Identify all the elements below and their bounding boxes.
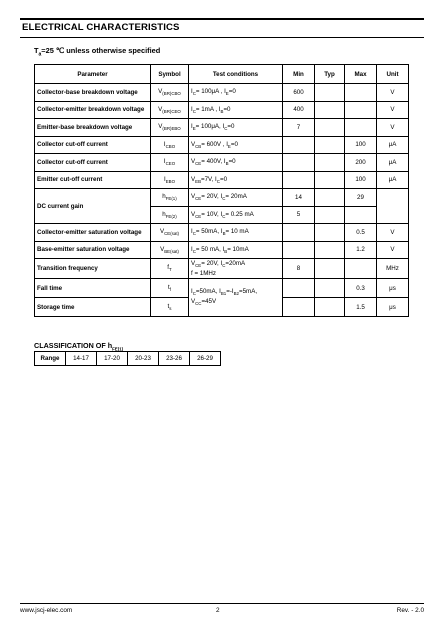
test-condition-cell	[189, 171, 283, 189]
test-condition-subscript: E	[227, 143, 231, 149]
test-condition-subscript: CC	[195, 300, 202, 306]
test-condition-cell	[189, 259, 283, 279]
min-cell	[283, 171, 315, 189]
symbol-letter: V	[158, 123, 163, 131]
range-cell: 20-23	[128, 352, 159, 366]
symbol-subscript: (BR)EBO	[162, 126, 181, 132]
test-condition-text: I	[191, 228, 193, 236]
test-condition-text: = 600V , I	[201, 140, 228, 148]
min-cell	[283, 298, 315, 317]
test-condition-text: V	[191, 175, 196, 183]
test-condition-text: V	[191, 260, 196, 268]
typ-cell	[315, 136, 345, 154]
classification-table	[34, 351, 221, 366]
max-cell	[345, 206, 377, 224]
parameter-cell: Emitter-base breakdown voltage	[35, 119, 151, 137]
range-cell: 17-20	[97, 352, 128, 366]
max-cell: 1.5	[345, 298, 377, 317]
symbol-letter: t	[167, 302, 170, 310]
max-cell: 29	[345, 189, 377, 207]
test-condition-cell	[189, 136, 283, 154]
test-condition-text: =50mA, I	[195, 288, 221, 296]
test-condition-text: V	[191, 158, 196, 166]
symbol-letter: f	[167, 264, 170, 272]
typ-cell	[315, 224, 345, 242]
min-cell: 600	[283, 84, 315, 102]
test-condition-cell	[189, 189, 283, 207]
min-cell	[283, 224, 315, 242]
parameter-cell: Fall time	[35, 279, 151, 298]
table-row	[35, 259, 409, 279]
max-cell	[345, 119, 377, 137]
test-condition-subscript: B1	[220, 291, 227, 297]
test-condition-text: = 1mA , I	[195, 105, 221, 113]
unit-cell: μs	[377, 298, 409, 317]
header-test-conditions: Test conditions	[189, 65, 283, 84]
typ-cell	[315, 84, 345, 102]
test-condition-text: = 20mA	[225, 193, 247, 201]
test-condition-text: =0	[228, 158, 236, 166]
range-label: Range	[35, 352, 66, 366]
test-condition-text: I	[191, 88, 193, 96]
test-condition-subscript: C	[192, 91, 196, 97]
test-condition-text: V	[191, 140, 196, 148]
test-condition-subscript: C	[192, 248, 196, 254]
test-condition-text: =-I	[226, 288, 234, 296]
test-condition-cell	[189, 206, 283, 224]
test-condition-text: V	[191, 193, 196, 201]
unit-cell: μA	[377, 136, 409, 154]
symbol-cell	[151, 241, 189, 259]
footer-rule	[20, 603, 424, 604]
symbol-subscript: CE(sat)	[164, 231, 180, 237]
test-condition-subscript: C	[222, 196, 226, 202]
classification-row	[35, 352, 221, 366]
table-row	[35, 241, 409, 259]
test-condition-text: = 100μA, I	[195, 123, 225, 131]
max-cell: 200	[345, 154, 377, 172]
symbol-letter: h	[162, 193, 166, 201]
parameter-cell: Collector-base breakdown voltage	[35, 84, 151, 102]
test-condition-subscript: B	[222, 231, 226, 237]
test-condition-text: =45V	[201, 297, 217, 305]
header-min: Min	[283, 65, 315, 84]
table-row	[35, 84, 409, 102]
symbol-letter: V	[158, 105, 163, 113]
test-condition-subscript: C	[216, 178, 220, 184]
test-condition-subscript: CE	[195, 161, 202, 167]
footer-page-number: 2	[216, 607, 220, 614]
test-condition-subscript: B	[220, 108, 224, 114]
symbol-cell	[151, 298, 189, 317]
parameter-cell: DC current gain	[35, 189, 151, 224]
symbol-subscript: f	[169, 287, 171, 293]
max-cell: 0.5	[345, 224, 377, 242]
test-condition-text: = 10mA	[227, 245, 249, 253]
min-cell: 8	[283, 259, 315, 279]
table-row	[35, 171, 409, 189]
header-divider	[20, 37, 424, 38]
min-cell	[283, 136, 315, 154]
test-condition-subscript: EB	[195, 178, 201, 184]
test-condition-subscript: B	[225, 161, 229, 167]
header-rule	[20, 18, 424, 20]
unit-cell: V	[377, 84, 409, 102]
symbol-cell	[151, 259, 189, 279]
symbol-letter: I	[163, 158, 166, 166]
test-condition-text: V	[191, 210, 196, 218]
table-row	[35, 224, 409, 242]
unit-cell: MHz	[377, 259, 409, 279]
symbol-subscript: (BR)CEO	[162, 108, 181, 114]
parameter-cell: Collector-emitter saturation voltage	[35, 224, 151, 242]
typ-cell	[315, 101, 345, 119]
test-condition-text: = 20V, I	[201, 193, 223, 201]
test-condition-cell	[189, 224, 283, 242]
typ-cell	[315, 154, 345, 172]
min-cell	[283, 279, 315, 298]
symbol-subscript: BE(sat)	[164, 248, 179, 254]
max-cell	[345, 84, 377, 102]
symbol-letter: I	[163, 175, 166, 183]
max-cell: 1.2	[345, 241, 377, 259]
symbol-letter: h	[162, 210, 166, 218]
symbol-cell	[151, 189, 189, 207]
table-row	[35, 119, 409, 137]
section-title: ELECTRICAL CHARACTERISTICS	[22, 22, 180, 33]
symbol-subscript: FE(2)	[165, 213, 177, 219]
unit-cell: V	[377, 119, 409, 137]
test-condition-text: = 20V, I	[201, 260, 223, 268]
range-cell: 26-29	[190, 352, 221, 366]
test-condition-text: I	[191, 288, 193, 296]
table-row	[35, 154, 409, 172]
symbol-cell	[151, 206, 189, 224]
symbol-subscript: (BR)CBO	[162, 91, 181, 97]
test-condition-text: = 0.25 mA	[225, 210, 254, 218]
header-symbol: Symbol	[151, 65, 189, 84]
test-condition-subscript: CE	[195, 196, 202, 202]
min-cell: 14	[283, 189, 315, 207]
max-cell	[345, 101, 377, 119]
unit-cell: V	[377, 101, 409, 119]
unit-cell	[377, 189, 409, 224]
typ-cell	[315, 189, 345, 207]
typ-cell	[315, 241, 345, 259]
footer-revision: Rev. - 2.0	[396, 607, 424, 614]
symbol-letter: V	[160, 245, 165, 253]
test-condition-subscript: C	[192, 231, 196, 237]
test-condition-text: =5mA,	[239, 288, 258, 296]
table-row	[35, 101, 409, 119]
test-condition-subscript: B	[224, 248, 228, 254]
symbol-subscript: s	[169, 306, 172, 312]
table-row	[35, 189, 409, 207]
table-row	[35, 279, 409, 298]
symbol-subscript: T	[169, 267, 172, 273]
header-parameter: Parameter	[35, 65, 151, 84]
symbol-letter: I	[163, 140, 166, 148]
test-condition-subscript: CE	[195, 213, 202, 219]
symbol-cell	[151, 279, 189, 298]
max-cell: 0.3	[345, 279, 377, 298]
typ-cell	[315, 119, 345, 137]
test-condition-cell	[189, 119, 283, 137]
classification-title: CLASSIFICATION OF $h_{FE(1)}$	[34, 341, 124, 352]
symbol-cell	[151, 154, 189, 172]
test-condition-cell	[189, 101, 283, 119]
table-row	[35, 136, 409, 154]
range-cell: 23-26	[159, 352, 190, 366]
parameter-cell: Base-emitter saturation voltage	[35, 241, 151, 259]
parameter-cell: Collector cut-off current	[35, 154, 151, 172]
symbol-subscript: FE(1)	[165, 196, 177, 202]
test-condition-subscript: CE	[195, 263, 202, 269]
parameter-cell: Storage time	[35, 298, 151, 317]
parameter-cell: Transition frequency	[35, 259, 151, 279]
test-condition-text: f = 1MHz	[191, 269, 216, 277]
symbol-cell	[151, 101, 189, 119]
max-cell: 100	[345, 136, 377, 154]
test-condition-text: = 10V, I	[201, 210, 223, 218]
symbol-cell	[151, 224, 189, 242]
test-condition-text: I	[191, 123, 193, 131]
typ-cell	[315, 298, 345, 317]
test-condition-cell	[189, 84, 283, 102]
header-max: Max	[345, 65, 377, 84]
test-condition-text: = 10 mA	[225, 228, 249, 236]
test-condition-subscript: C	[222, 263, 226, 269]
test-condition-text: I	[191, 105, 193, 113]
footer-website: www.jscj-elec.com	[20, 607, 73, 614]
min-cell	[283, 241, 315, 259]
test-condition-text: =0	[219, 175, 228, 183]
electrical-characteristics-table	[34, 64, 409, 317]
typ-cell	[315, 279, 345, 298]
unit-cell: μs	[377, 279, 409, 298]
parameter-cell: Collector-emitter breakdown voltage	[35, 101, 151, 119]
test-condition-text: = 50 mA, I	[195, 245, 225, 253]
symbol-letter: V	[159, 228, 165, 236]
test-condition-text: =0	[228, 88, 236, 96]
test-condition-subscript: C	[222, 213, 226, 219]
symbol-letter: t	[168, 283, 170, 291]
test-condition-subscript: C	[192, 108, 196, 114]
test-condition-subscript: C	[224, 126, 228, 132]
test-condition-text: =7V, I	[201, 175, 217, 183]
min-cell: 7	[283, 119, 315, 137]
test-condition-text: V	[191, 297, 196, 305]
unit-cell: μA	[377, 171, 409, 189]
range-cell: 14-17	[66, 352, 97, 366]
symbol-subscript: CBO	[165, 143, 176, 149]
test-condition-cell	[189, 241, 283, 259]
header-unit: Unit	[377, 65, 409, 84]
typ-cell	[315, 206, 345, 224]
unit-cell: V	[377, 241, 409, 259]
max-cell	[345, 259, 377, 279]
test-condition-subscript: E	[192, 126, 196, 132]
symbol-letter: V	[158, 88, 163, 96]
symbol-cell	[151, 171, 189, 189]
test-condition-text: =0	[230, 140, 238, 148]
min-cell: 5	[283, 206, 315, 224]
symbol-subscript: EBO	[165, 178, 175, 184]
max-cell: 100	[345, 171, 377, 189]
test-condition-subscript: E	[225, 91, 229, 97]
test-condition-text: = 400V, I	[201, 158, 226, 166]
symbol-cell	[151, 136, 189, 154]
symbol-cell	[151, 84, 189, 102]
test-condition-text: = 50mA, I	[195, 228, 223, 236]
test-condition-subscript: C	[192, 291, 196, 297]
header-typ: Typ	[315, 65, 345, 84]
test-condition-text: I	[191, 245, 193, 253]
parameter-cell: Collector cut-off current	[35, 136, 151, 154]
min-cell	[283, 154, 315, 172]
test-condition-cell	[189, 154, 283, 172]
test-condition-text: =20mA	[225, 260, 246, 268]
test-condition-text: =0	[223, 105, 231, 113]
test-condition-cell	[189, 279, 283, 317]
test-condition-subscript: B2	[233, 291, 239, 297]
test-conditions-note: $T_a=25$ ℃ unless otherwise specified	[34, 46, 161, 58]
test-condition-subscript: CB	[195, 143, 202, 149]
symbol-subscript: CEO	[165, 161, 176, 167]
typ-cell	[315, 171, 345, 189]
symbol-cell	[151, 119, 189, 137]
table-header-row	[35, 65, 409, 84]
parameter-cell: Emitter cut-off current	[35, 171, 151, 189]
typ-cell	[315, 259, 345, 279]
test-condition-text: =0	[227, 123, 235, 131]
unit-cell: μA	[377, 154, 409, 172]
unit-cell: V	[377, 224, 409, 242]
min-cell: 400	[283, 101, 315, 119]
test-condition-text: = 100μA , I	[195, 88, 226, 96]
